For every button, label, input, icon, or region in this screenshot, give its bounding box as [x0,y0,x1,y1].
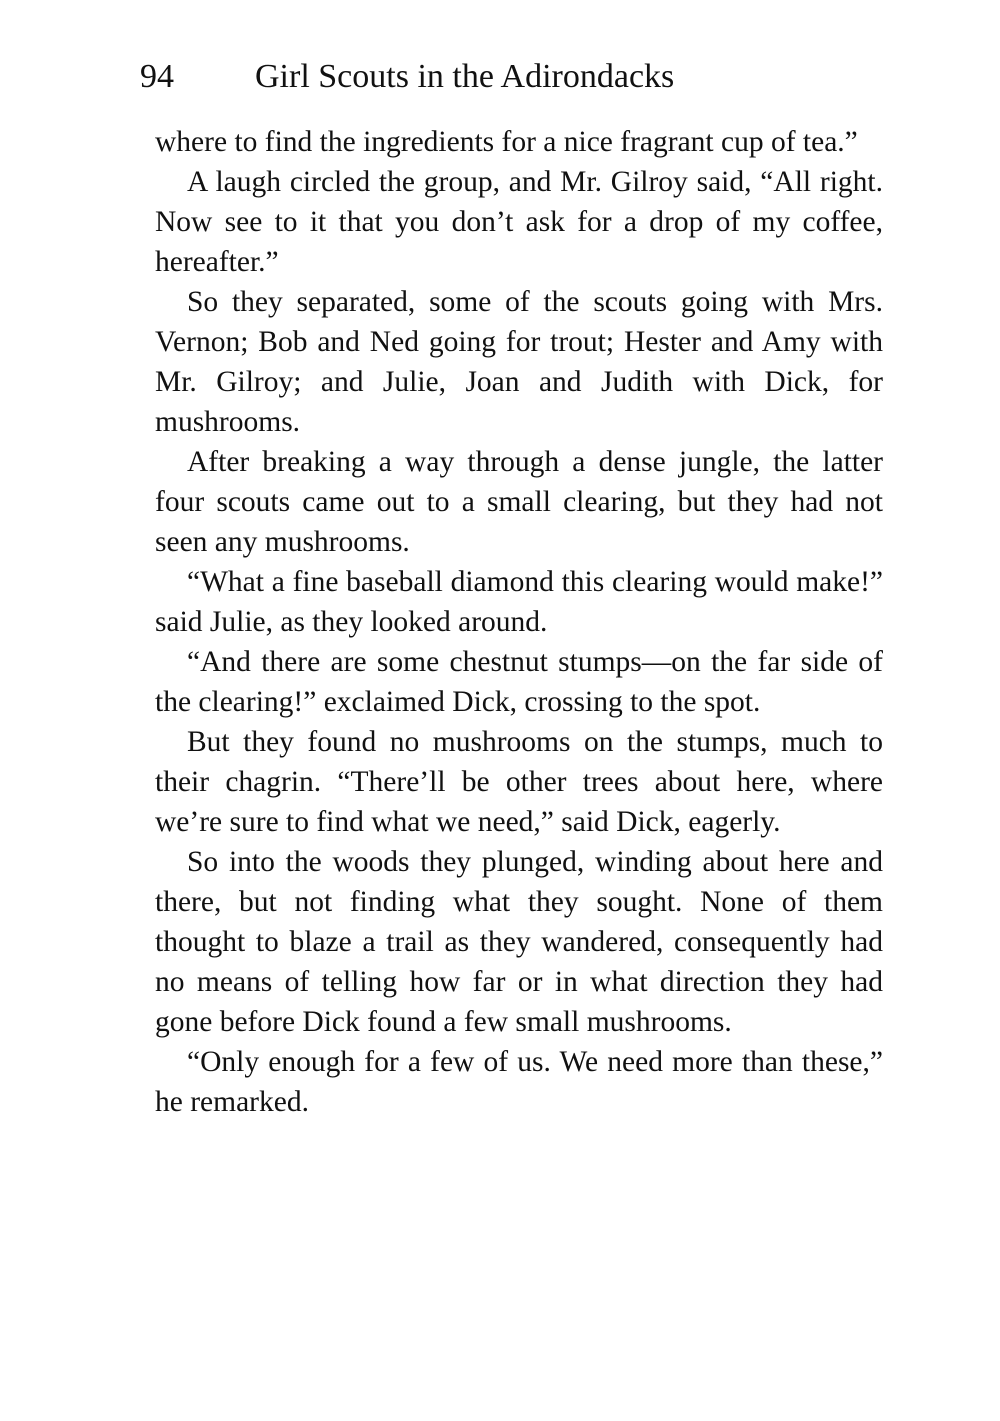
paragraph: After breaking a way through a dense jungle, the latter four scouts came out to a small clearing, but they had not seen any mushrooms. [155,446,883,558]
paragraph: So they separated, some of the scouts going with Mrs. Vernon; Bob and Ned going for trout; Hester and Amy with Mr. Gilroy; and Julie, Joan and Judith with Dick, for mushrooms. [155,286,883,438]
page-header [140,52,900,102]
body-text [155,122,883,1122]
paragraph: So into the woods they plunged, winding about here and there, but not finding what they sought. None of them thought to blaze a trail as they wandered, consequently had no means of telling how far or in what direction they had gone before Dick found a few small mushrooms. [155,846,883,1038]
running-title: Girl Scouts in the Adirondacks [255,58,675,95]
page-number: 94 [140,58,174,95]
paragraph: where to find the ingredients for a nice fragrant cup of tea.” [155,126,858,158]
paragraph: A laugh circled the group, and Mr. Gilroy said, “All right. Now see to it that you don’t ask for a drop of my coffee, hereafter.” [155,166,883,278]
paragraph: “Only enough for a few of us. We need more than these,” he remarked. [155,1046,883,1118]
paragraph: But they found no mushrooms on the stumps, much to their chagrin. “There’ll be other trees about here, where we’re sure to find what we need,” said Dick, eagerly. [155,726,883,838]
paragraph: “What a fine baseball diamond this clearing would make!” said Julie, as they looked around. [155,566,883,638]
paragraph: “And there are some chestnut stumps—on the far side of the clearing!” exclaimed Dick, crossing to the spot. [155,646,883,718]
